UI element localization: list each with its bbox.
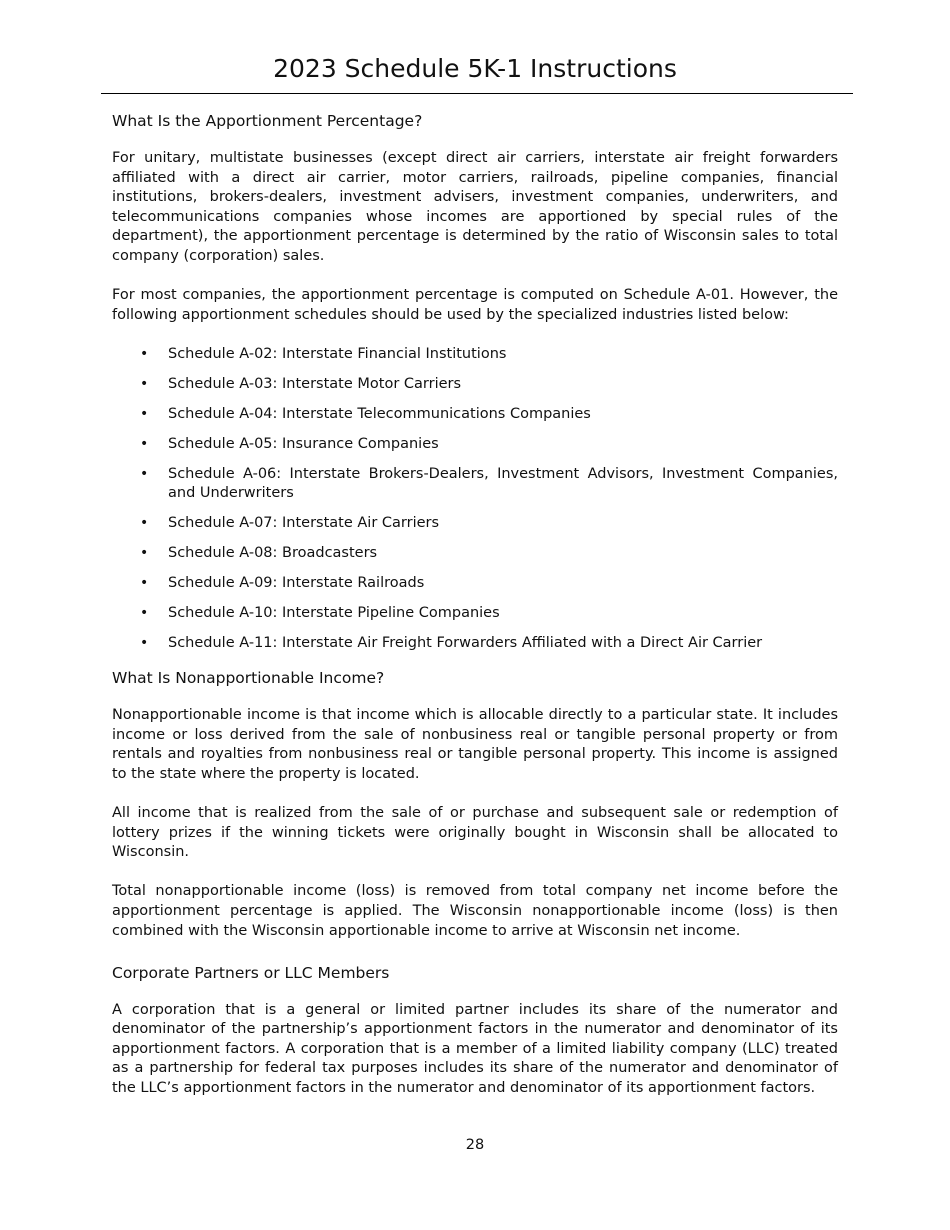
section-heading-corporate-partners: Corporate Partners or LLC Members	[112, 963, 390, 982]
list-item-text: Schedule A-07: Interstate Air Carriers	[168, 515, 440, 532]
paragraph-corporate-partners: A corporation that is a general or limited partner includes its share of the numerator and denominator of the partnership’s apportionment factors in the numerator and denominator of its apportionment factors. A corporation that is a member of a limited liability company (LLC) treated as a partnership for federal tax purposes includes its share of the numerator and denominator of the LLC’s apportionment factors in the numerator and denominator of its apportionment factors.	[112, 1001, 838, 1097]
bullet-icon: •	[140, 635, 149, 652]
list-item-text: Schedule A-08: Broadcasters	[168, 545, 378, 562]
bullet-icon: •	[140, 605, 149, 622]
paragraph-lottery-prizes: All income that is realized from the sale of or purchase and subsequent sale or redemption of lottery prizes if the winning tickets were originally bought in Wisconsin shall be allocated to Wisconsin.	[112, 804, 838, 861]
title-divider	[101, 93, 853, 94]
list-item	[112, 634, 838, 654]
page-number: 28	[465, 1137, 485, 1153]
section-heading-apportionment: What Is the Apportionment Percentage?	[112, 112, 423, 130]
list-item-text: Schedule A-10: Interstate Pipeline Companies	[168, 605, 500, 622]
list-item-text: Schedule A-02: Interstate Financial Institutions	[168, 345, 507, 362]
list-item	[112, 405, 838, 425]
list-item	[112, 345, 838, 365]
section-heading-nonapportionable: What Is Nonapportionable Income?	[112, 668, 385, 687]
bullet-icon: •	[140, 405, 149, 422]
list-item-text: Schedule A-04: Interstate Telecommunications Companies	[168, 405, 591, 422]
list-item-text: Schedule A-09: Interstate Railroads	[168, 575, 425, 592]
list-item	[112, 604, 838, 624]
paragraph-apportionment-definition: For unitary, multistate businesses (except direct air carriers, interstate air freight forwarders affiliated with a direct air carrier, motor carriers, railroads, pipeline companies, financial institutions, brokers-dealers, investment advisers, investment companies, underwriters, and telecommunications companies whose incomes are apportioned by special rules of the department), the apportionment percentage is determined by the ratio of Wisconsin sales to total company (corporation) sales.	[112, 150, 838, 264]
bullet-icon: •	[140, 515, 149, 532]
schedule-list	[112, 345, 838, 654]
section-corporate-partners	[112, 961, 838, 1099]
list-item	[112, 435, 838, 455]
bullet-icon: •	[140, 465, 149, 482]
section-nonapportionable-income	[112, 666, 838, 941]
list-item-text: Schedule A-03: Interstate Motor Carriers	[168, 375, 462, 392]
bullet-icon: •	[140, 345, 149, 362]
bullet-icon: •	[140, 545, 149, 562]
list-item-text: Schedule A-11: Interstate Air Freight Forwarders Affiliated with a Direct Air Carrier	[168, 635, 763, 652]
list-item-text: Schedule A-05: Insurance Companies	[168, 435, 439, 452]
section-apportionment-percentage	[112, 109, 838, 654]
paragraph-nonapportionable-definition: Nonapportionable income is that income which is allocable directly to a particular state. It includes income or loss derived from the sale of nonbusiness real or tangible personal property or from rentals and royalties from nonbusiness real or tangible personal property. This income is assigned to the state where the property is located.	[112, 706, 838, 782]
bullet-icon: •	[140, 375, 149, 392]
list-item	[112, 574, 838, 594]
paragraph-apportionment-schedules-intro: For most companies, the apportionment percentage is computed on Schedule A-01. However, the following apportionment schedules should be used by the specialized industries listed below:	[112, 287, 838, 323]
list-item	[112, 465, 838, 504]
list-item	[112, 514, 838, 534]
bullet-icon: •	[140, 435, 149, 452]
list-item	[112, 375, 838, 395]
list-item	[112, 544, 838, 564]
bullet-icon: •	[140, 575, 149, 592]
paragraph-total-nonapportionable: Total nonapportionable income (loss) is removed from total company net income before the apportionment percentage is applied. The Wisconsin nonapportionable income (loss) is then combined with the Wisconsin apportionable income to arrive at Wisconsin net income.	[112, 883, 838, 939]
page-content	[112, 109, 838, 1118]
list-item-text: Schedule A-06: Interstate Brokers-Dealers, Investment Advisors, Investment Companies, and Underwriters	[168, 465, 838, 502]
page-title: 2023 Schedule 5K-1 Instructions	[273, 54, 677, 83]
